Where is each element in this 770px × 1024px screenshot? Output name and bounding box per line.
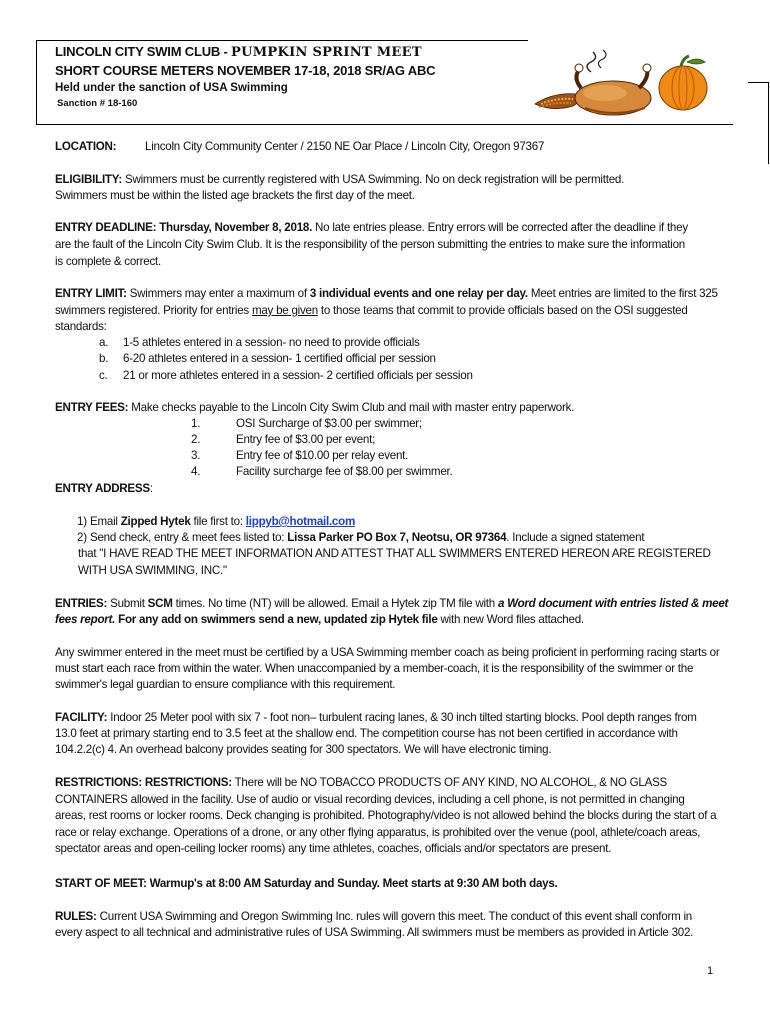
sanction-number: Sanction # 18-160 bbox=[57, 98, 138, 109]
eligibility-text-1: Swimmers must be currently registered with USA Swimming. No on deck registration will be permitted. bbox=[122, 173, 625, 186]
list-marker: a. bbox=[99, 336, 109, 349]
entry-address-label: ENTRY ADDRESS bbox=[55, 482, 150, 495]
entries-text-mid: times. No time (NT) will be allowed. Email a Hytek zip TM file with bbox=[172, 597, 498, 610]
header-right-bracket-top bbox=[748, 82, 768, 83]
eligibility-label: ELIGIBILITY: bbox=[55, 173, 122, 186]
list-item: Entry fee of $10.00 per relay event. bbox=[236, 449, 409, 462]
entry-address-item1-pre: Email bbox=[90, 515, 121, 528]
list-marker: b. bbox=[99, 352, 109, 365]
sanction-line: Held under the sanction of USA Swimming bbox=[55, 82, 288, 94]
rules-text-1: Current USA Swimming and Oregon Swimming Inc. rules will govern this meet. The conduct of this event shall conform in bbox=[96, 910, 692, 923]
restrictions-line-2: CONTAINERS allowed in the facility. Use of audio or visual recording devices, including a cell phone, is not permitted in changing bbox=[55, 793, 685, 806]
rules-label: RULES: bbox=[55, 910, 97, 923]
page-number: 1 bbox=[707, 965, 714, 977]
entry-limit-line2-pre: swimmers registered. Priority for entries bbox=[55, 304, 252, 317]
restrictions-text-1: There will be NO TOBACCO PRODUCTS OF ANY KIND, NO ALCOHOL, & NO GLASS bbox=[231, 776, 668, 789]
entry-address-item1-bold: Zipped Hytek bbox=[120, 515, 191, 528]
entries-line2-bold: For any add on swimmers send a new, updated zip Hytek file bbox=[115, 613, 438, 626]
header-left-rule bbox=[36, 40, 37, 124]
list-marker: c. bbox=[99, 369, 108, 382]
entries-text-pre: Submit bbox=[107, 597, 148, 610]
list-marker: 1. bbox=[191, 417, 201, 430]
pumpkin-icon bbox=[659, 56, 707, 110]
entry-fees-text: Make checks payable to the Lincoln City Swim Club and mail with master entry paperwork. bbox=[128, 401, 575, 414]
location-label: LOCATION: bbox=[55, 140, 117, 153]
entry-deadline-text-1: No late entries please. Entry errors will be corrected after the deadline if they bbox=[312, 221, 688, 234]
entry-limit-label: ENTRY LIMIT: bbox=[55, 287, 127, 300]
list-item: OSI Surcharge of $3.00 per swimmer; bbox=[236, 417, 422, 430]
corn-icon bbox=[535, 94, 579, 109]
meet-subtitle: SHORT COURSE METERS NOVEMBER 17-18, 2018 SR/AG ABC bbox=[55, 63, 436, 78]
location-value: Lincoln City Community Center / 2150 NE Oar Place / Lincoln City, Oregon 97367 bbox=[145, 140, 545, 153]
facility-line-2: 13.0 feet at primary starting end to 3.5 feet at the shallow end. The competition course has not been certified in accordance with bbox=[55, 727, 678, 740]
restrictions-line-4: race or relay exchange. Operations of a drone, or any other flying apparatus, is prohibited over the venue (pool, athlete/coach areas, bbox=[55, 826, 701, 839]
entry-address-item-1 bbox=[90, 514, 355, 531]
eligibility-line-1 bbox=[55, 172, 624, 189]
entry-limit-line-3: standards: bbox=[55, 320, 107, 333]
entry-limit-line-2 bbox=[55, 303, 688, 320]
email-link[interactable]: lippyb@hotmail.com bbox=[245, 515, 356, 528]
header-right-bracket-side bbox=[768, 82, 769, 164]
meet-title bbox=[55, 44, 422, 60]
certification-line-2: must start each race from within the water. When unaccompanied by a member-coach, it is the responsibility of the swimmer or the bbox=[55, 662, 694, 675]
list-marker: 3. bbox=[191, 449, 201, 462]
restrictions-label: RESTRICTIONS: RESTRICTIONS: bbox=[55, 776, 232, 789]
entry-address-colon: : bbox=[149, 482, 153, 495]
certification-line-1: Any swimmer entered in the meet must be certified by a USA Swimming member coach as being proficient in performing racing starts or bbox=[55, 646, 720, 659]
list-item: Entry fee of $3.00 per event; bbox=[236, 433, 376, 446]
list-item: 21 or more athletes entered in a session- 2 certified officials per session bbox=[123, 369, 473, 382]
entry-limit-text-post: Meet entries are limited to the first 325 bbox=[527, 287, 718, 300]
rules-line-2: every aspect to all technical and administrative rules of USA Swimming. All swimmers must be members as provided in Article 302. bbox=[55, 926, 694, 939]
entry-deadline-line-1 bbox=[55, 220, 688, 237]
entry-deadline-line-2: are the fault of the Lincoln City Swim Club. It is the responsibility of the person submitting the entries to make sure the information bbox=[55, 238, 685, 251]
facility-line-3: 104.2.2(c) 4. An overhead balcony provides seating for 300 spectators. We will have electronic timing. bbox=[55, 743, 552, 756]
entry-address-item-2 bbox=[90, 530, 644, 547]
entry-address-item2-pre: Send check, entry & meet fees listed to: bbox=[90, 531, 288, 544]
meet-title-club: LINCOLN CITY SWIM CLUB - bbox=[55, 44, 232, 59]
entry-limit-text-pre: Swimmers may enter a maximum of bbox=[126, 287, 310, 300]
restrictions-line-5: spectator areas and open-ceiling locker rooms) any time athletes, coaches, officials and/or spectators are present. bbox=[55, 842, 612, 855]
facility-line-1 bbox=[55, 710, 697, 727]
entries-line-2 bbox=[55, 612, 584, 629]
list-marker: 2) bbox=[77, 531, 87, 544]
facility-label: FACILITY: bbox=[55, 711, 108, 724]
eligibility-line-2: Swimmers must be within the listed age brackets the first day of the meet. bbox=[55, 189, 415, 202]
restrictions-line-3: areas, rest rooms or locker rooms. Deck changing is prohibited. Photography/video is not allowed behind the blocks during the start of a bbox=[55, 809, 717, 822]
meet-title-event: PUMPKIN SPRINT MEET bbox=[231, 45, 422, 60]
rules-line-1 bbox=[55, 909, 692, 926]
entry-deadline-label: ENTRY DEADLINE: Thursday, November 8, 2018. bbox=[55, 221, 313, 234]
start-of-meet: START OF MEET: Warmup's at 8:00 AM Saturday and Sunday. Meet starts at 9:30 AM both days. bbox=[55, 877, 558, 890]
location-line bbox=[55, 139, 116, 156]
mailing-address: Lissa Parker PO Box 7, Neotsu, OR 97364 bbox=[287, 531, 507, 544]
steam-icon bbox=[587, 52, 596, 72]
list-item: 6-20 athletes entered in a session- 1 certified official per session bbox=[123, 352, 436, 365]
entry-limit-line2-underlined: may be given bbox=[251, 304, 318, 317]
list-marker: 2. bbox=[191, 433, 201, 446]
entries-line2-post: with new Word files attached. bbox=[437, 613, 584, 626]
entries-line-1 bbox=[55, 596, 728, 613]
list-marker: 1) bbox=[77, 515, 87, 528]
entry-fees-line bbox=[55, 400, 574, 417]
entry-address-item-2-line-3: WITH USA SWIMMING, INC." bbox=[78, 564, 227, 577]
entry-limit-line-1 bbox=[55, 286, 718, 303]
entry-fees-label: ENTRY FEES: bbox=[55, 401, 129, 414]
entries-line2-bold-italic: fees report. bbox=[55, 613, 116, 626]
entries-label: ENTRIES: bbox=[55, 597, 108, 610]
entry-limit-text-bold: 3 individual events and one relay per day. bbox=[309, 287, 528, 300]
turkey-icon bbox=[575, 64, 651, 115]
entries-bold-italic: a Word document with entries listed & meet bbox=[497, 597, 729, 610]
entry-limit-line2-post: to those teams that commit to provide officials based on the OSI suggested bbox=[317, 304, 688, 317]
facility-text-1: Indoor 25 Meter pool with six 7 - foot non– turbulent racing lanes, & 30 inch tilted starting blocks. Pool depth ranges from bbox=[107, 711, 697, 724]
header-bottom-rule bbox=[36, 124, 733, 125]
entry-address-heading bbox=[55, 481, 153, 498]
list-marker: 4. bbox=[191, 465, 201, 478]
entry-deadline-line-3: is complete & correct. bbox=[55, 255, 161, 268]
list-item: Facility surcharge fee of $8.00 per swimmer. bbox=[236, 465, 453, 478]
list-item: 1-5 athletes entered in a session- no need to provide officials bbox=[123, 336, 420, 349]
harvest-clipart bbox=[533, 48, 711, 120]
entries-scm: SCM bbox=[147, 597, 173, 610]
restrictions-line-1 bbox=[55, 775, 667, 792]
certification-line-3: swimmer's legal guardian to ensure compliance with this requirement. bbox=[55, 678, 396, 691]
entry-address-item2-post: . Include a signed statement bbox=[506, 531, 645, 544]
entry-address-item1-mid: file first to: bbox=[190, 515, 246, 528]
header-top-rule bbox=[36, 40, 528, 41]
entry-address-item-2-line-2: that "I HAVE READ THE MEET INFORMATION AND ATTEST THAT ALL SWIMMERS ENTERED HEREON ARE REGISTERED bbox=[78, 547, 711, 560]
